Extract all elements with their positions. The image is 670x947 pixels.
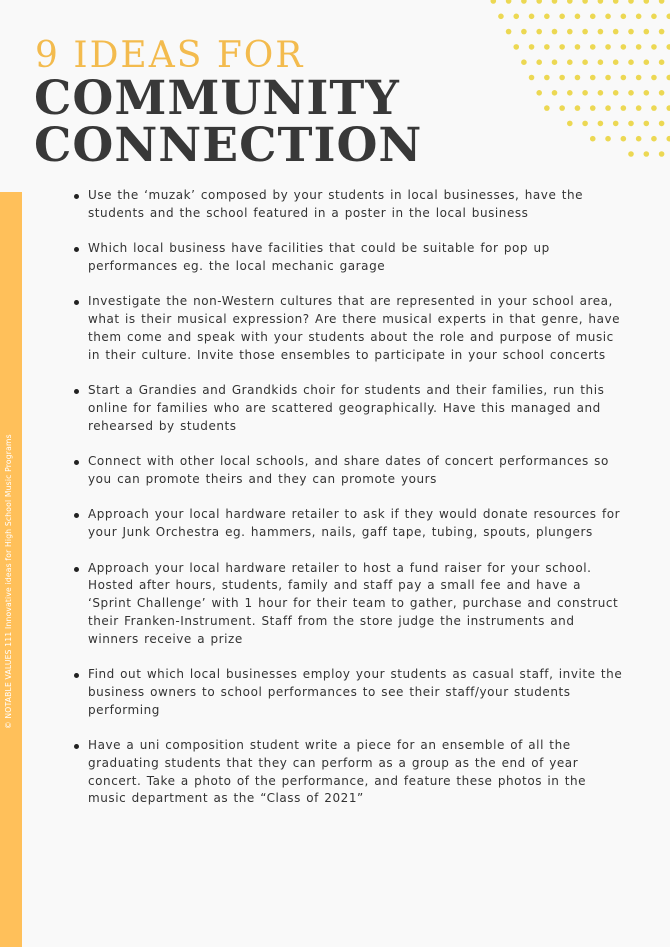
decorative-dot <box>621 105 627 111</box>
decorative-dot <box>644 0 650 4</box>
decorative-dot <box>567 59 573 65</box>
decorative-dot-pattern <box>470 0 670 170</box>
decorative-dot <box>659 0 665 4</box>
decorative-dot <box>621 44 627 50</box>
decorative-dot <box>590 13 596 19</box>
decorative-dot <box>659 121 665 127</box>
decorative-dot <box>605 75 611 81</box>
decorative-dot <box>521 59 527 65</box>
idea-text: Start a Grandies and Grandkids choir for students and their families, run this online for families who are scattered geographically. Have this managed and rehearsed by students <box>88 383 605 433</box>
decorative-dot <box>613 59 619 65</box>
decorative-dot <box>559 105 565 111</box>
bullet-icon <box>74 194 79 199</box>
decorative-dot <box>613 0 619 4</box>
decorative-dot <box>567 121 573 127</box>
idea-text: Which local business have facilities that could be suitable for pop up performances eg. the local mechanic garage <box>88 241 550 273</box>
idea-text: Connect with other local schools, and share dates of concert performances so you can promote theirs and they can promote yours <box>88 454 609 486</box>
decorative-dot <box>552 90 558 96</box>
decorative-dot <box>628 0 634 4</box>
page-title-line-2: CONNECTION <box>34 118 423 173</box>
decorative-dot <box>613 90 619 96</box>
decorative-dot <box>544 75 550 81</box>
decorative-dot <box>666 136 670 142</box>
decorative-dot <box>559 75 565 81</box>
decorative-dot <box>598 59 604 65</box>
decorative-dot <box>567 0 573 4</box>
decorative-dot <box>567 29 573 35</box>
decorative-dot <box>598 121 604 127</box>
copyright-notice: © NOTABLE VALUES 111 Innovative ideas for High School Music Programs <box>4 434 13 729</box>
decorative-dot <box>651 75 657 81</box>
decorative-dot <box>628 121 634 127</box>
list-item <box>88 293 628 364</box>
decorative-dot <box>666 13 670 19</box>
decorative-dot <box>513 13 519 19</box>
decorative-dot <box>666 105 670 111</box>
decorative-dot <box>536 90 542 96</box>
decorative-dot <box>605 136 611 142</box>
decorative-dot <box>529 13 535 19</box>
decorative-dot <box>659 151 665 157</box>
decorative-dot <box>529 75 535 81</box>
idea-text: Approach your local hardware retailer to host a fund raiser for your school. Hosted after hours, students, family and staff pay a small fee and have a ‘Sprint Challenge’ with 1 hour for their team to gather, purchase and construct their Franken-Instrument. Staff from the store judge the instruments and winners receive a prize <box>88 560 619 646</box>
decorative-dot <box>636 136 642 142</box>
decorative-dot <box>590 75 596 81</box>
decorative-dot <box>628 151 634 157</box>
decorative-dot <box>544 105 550 111</box>
decorative-dot <box>544 13 550 19</box>
page-title-line-1: COMMUNITY <box>34 71 400 126</box>
decorative-dot <box>621 136 627 142</box>
decorative-dot <box>666 44 670 50</box>
decorative-dot <box>529 44 535 50</box>
decorative-dot <box>636 75 642 81</box>
decorative-dot <box>575 105 581 111</box>
list-item <box>88 506 628 542</box>
bullet-icon <box>74 513 79 518</box>
list-item <box>88 187 628 223</box>
idea-text: Use the ‘muzak’ composed by your students in local businesses, have the students and the school featured in a poster in the local business <box>88 188 584 220</box>
decorative-dot <box>605 105 611 111</box>
bullet-icon <box>74 300 79 305</box>
decorative-dot <box>628 59 634 65</box>
decorative-dot <box>575 75 581 81</box>
decorative-dot <box>644 29 650 35</box>
decorative-dot <box>644 59 650 65</box>
decorative-dot <box>536 59 542 65</box>
decorative-dot <box>613 121 619 127</box>
decorative-dot <box>590 44 596 50</box>
decorative-dot <box>559 13 565 19</box>
list-item <box>88 737 628 808</box>
decorative-dot <box>651 13 657 19</box>
decorative-dot <box>567 90 573 96</box>
decorative-dot <box>621 75 627 81</box>
decorative-dot <box>651 136 657 142</box>
bullet-icon <box>74 460 79 465</box>
decorative-dot <box>613 29 619 35</box>
decorative-dot <box>552 0 558 4</box>
decorative-dot <box>552 59 558 65</box>
decorative-dot <box>628 29 634 35</box>
decorative-dot <box>521 29 527 35</box>
decorative-dot <box>621 13 627 19</box>
decorative-dot <box>636 105 642 111</box>
decorative-dot <box>582 59 588 65</box>
decorative-dot <box>628 90 634 96</box>
bullet-icon <box>74 744 79 749</box>
decorative-dot <box>651 44 657 50</box>
decorative-dot <box>644 90 650 96</box>
decorative-dot <box>544 44 550 50</box>
list-item <box>88 453 628 489</box>
decorative-dot <box>659 29 665 35</box>
decorative-dot <box>590 105 596 111</box>
decorative-dot <box>559 44 565 50</box>
decorative-dot <box>491 0 497 4</box>
decorative-dot <box>598 90 604 96</box>
decorative-dot <box>605 44 611 50</box>
decorative-dot <box>536 29 542 35</box>
page-title <box>34 71 423 173</box>
heading-kicker: 9 IDEAS FOR <box>35 35 305 76</box>
ideas-list <box>40 187 628 826</box>
decorative-dot <box>506 29 512 35</box>
decorative-dot <box>582 90 588 96</box>
decorative-dot <box>644 151 650 157</box>
decorative-dot <box>582 29 588 35</box>
decorative-dot <box>636 13 642 19</box>
idea-text: Find out which local businesses employ your students as casual staff, invite the business owners to school performances to see their staff/your students performing <box>88 667 623 717</box>
bullet-icon <box>74 389 79 394</box>
decorative-dot <box>598 29 604 35</box>
decorative-dot <box>575 44 581 50</box>
bullet-icon <box>74 567 79 572</box>
decorative-dot <box>498 13 504 19</box>
decorative-dot <box>666 75 670 81</box>
list-item <box>88 560 628 649</box>
idea-text: Investigate the non-Western cultures that are represented in your school area, what is their musical expression? Are there musical experts in that genre, have them come and speak with your students about the role and purpose of music in their culture. Invite those ensembles to participate in your school concerts <box>88 294 621 362</box>
decorative-dot <box>582 121 588 127</box>
idea-text: Approach your local hardware retailer to ask if they would donate resources for your Junk Orchestra eg. hammers, nails, gaff tape, tubing, spouts, plungers <box>88 507 621 540</box>
list-item <box>88 382 628 435</box>
decorative-dot <box>552 29 558 35</box>
list-item <box>88 240 628 276</box>
decorative-dot <box>651 105 657 111</box>
decorative-dot <box>513 44 519 50</box>
idea-text: Have a uni composition student write a piece for an ensemble of all the graduating students that they can perform as a group as the end of year concert. Take a photo of the performance, and feature these photos in the music department as the “Class of 2021” <box>88 738 587 806</box>
decorative-dot <box>575 13 581 19</box>
decorative-dot <box>659 59 665 65</box>
list-item <box>88 666 628 719</box>
decorative-dot <box>659 90 665 96</box>
decorative-dot <box>536 0 542 4</box>
decorative-dot <box>636 44 642 50</box>
decorative-dot <box>590 136 596 142</box>
decorative-dot <box>506 0 512 4</box>
decorative-dot <box>644 121 650 127</box>
bullet-icon <box>74 673 79 678</box>
decorative-dot <box>582 0 588 4</box>
bullet-icon <box>74 247 79 252</box>
decorative-dot <box>605 13 611 19</box>
decorative-dot <box>521 0 527 4</box>
decorative-dot <box>598 0 604 4</box>
